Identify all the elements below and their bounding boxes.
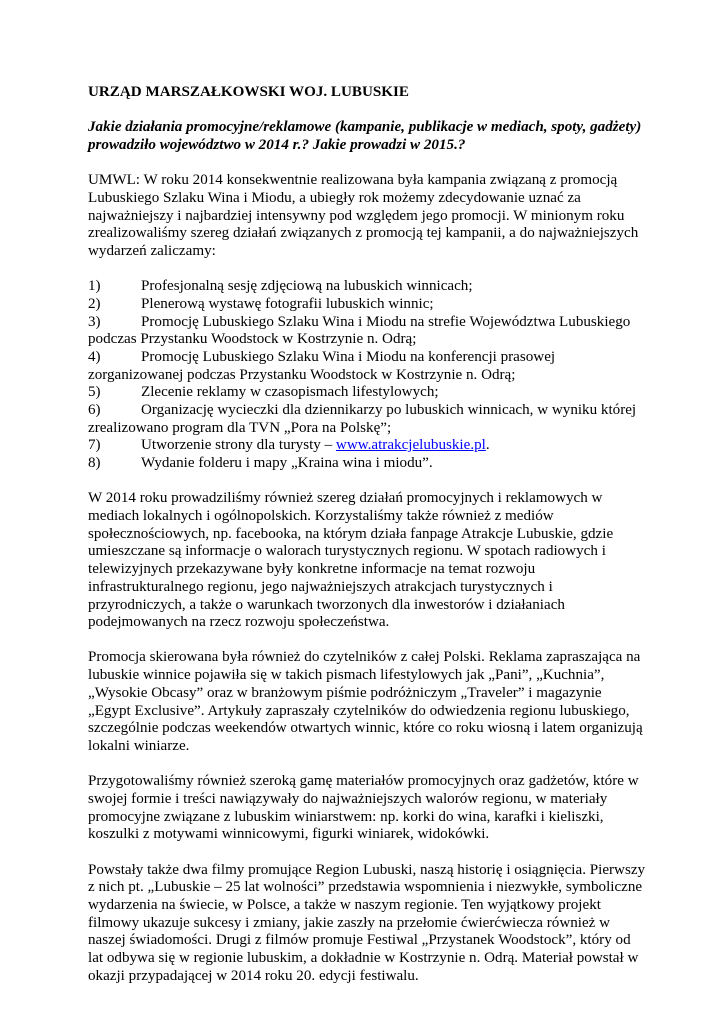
list-item-text: Promocję Lubuskiego Szlaku Wina i Miodu na konferencji prasowej zorganizowanej podczas Przystanku Woodstock w Kostrzynie n. Odrą; <box>88 348 556 383</box>
list-item <box>88 437 648 455</box>
list-item <box>88 455 648 473</box>
list-item <box>88 314 648 349</box>
website-link[interactable]: www.atrakcjelubuskie.pl <box>335 437 486 454</box>
interview-question: Jakie działania promocyjne/reklamowe (kampanie, publikacje w mediach, spoty, gadżety) prowadziło województwo w 2014 r.? Jakie prowadzi w 2015.? <box>88 119 642 153</box>
list-number: 1) <box>88 278 101 295</box>
list-number: 7) <box>88 437 101 454</box>
list-item <box>88 349 648 384</box>
list-item-text: Zlecenie reklamy w czasopismach lifestylowych; <box>141 384 439 401</box>
list-number: 4) <box>88 348 101 365</box>
list-item <box>88 384 648 402</box>
list-item-text: Promocję Lubuskiego Szlaku Wina i Miodu na strefie Województwa Lubuskiego podczas Przystanku Woodstock w Kostrzynie n. Odrą; <box>88 313 631 348</box>
list-item <box>88 296 648 314</box>
list-item-text: Utworzenie strony dla turysty – <box>141 437 336 454</box>
films-paragraph: Powstały także dwa filmy promujące Region Lubuski, naszą historię i osiągnięcia. Pierwszy z nich pt. „Lubuskie – 25 lat wolności” przedstawia wspomnienia i niezwykłe, symboliczne wydarzenia na świecie, w Polsce, a także w naszym regionie. Ten wyjątkowy projekt filmowy ukazuje sukcesy i zmiany, jakie zaszły na przełomie ćwierćwiecza również w naszej świadomości. Drugi z filmów promuje Festiwal „Przystanek Woodstock”, który od lat odbywa się w regionie lubuskim, a dokładnie w Kostrzynie n. Odrą. Materiał powstał w okazji przypadającej w 2014 roku 20. edycji festiwalu. <box>88 861 646 984</box>
list-item-text-end: . <box>485 437 490 454</box>
list-item <box>88 278 648 296</box>
list-item <box>88 402 648 437</box>
activities-list <box>88 278 648 473</box>
materials-paragraph: Przygotowaliśmy również szeroką gamę materiałów promocyjnych oraz gadżetów, które w swojej formie i treści nawiązywały do najważniejszych walorów regionu, w materiały promocyjne związane z lubuskim winiarstwem: np. korki do wina, karafki i kieliszki, koszulki z motywami winnicowymi, figurki winiarek, widokówki. <box>88 773 639 843</box>
intro-paragraph: UMWL: W roku 2014 konsekwentnie realizowana była kampania związaną z promocją Lubuskiego Szlaku Wina i Miodu, a ubiegły rok możemy zdecydowanie uznać za najważniejszy i najbardziej intensywny pod względem jego promocji. W minionym roku zrealizowaliśmy szereg działań związanych z promocją tej kampanii, a do najważniejszych wydarzeń zaliczamy: <box>88 172 639 259</box>
list-item-text: Plenerową wystawę fotografii lubuskich winnic; <box>141 295 434 312</box>
document-page <box>88 84 648 1003</box>
media-paragraph: W 2014 roku prowadziliśmy również szereg działań promocyjnych i reklamowych w mediach lokalnych i ogólnopolskich. Korzystaliśmy także również z mediów społecznościowych, np. facebooka, na którym działa fanpage Atrakcje Lubuskie, gdzie umieszczane są informacje o walorach turystycznych regionu. W spotach radiowych i telewizyjnych przekazywane były konkretne informacje na temat rozwoju infrastrukturalnego regionu, jego najważniejszych atrakcjach turystycznych i przyrodniczych, a także o warunkach tworzonych dla inwestorów i działaniach podejmowanych na rzecz rozwoju społeczeństwa. <box>88 490 614 631</box>
list-number: 5) <box>88 384 101 401</box>
document-heading: URZĄD MARSZAŁKOWSKI WOJ. LUBUSKIE <box>88 84 409 100</box>
list-item-text: Organizację wycieczki dla dziennikarzy po lubuskich winnicach, w wyniku której zrealizowano program dla TVN „Pora na Polskę”; <box>88 402 637 436</box>
list-item-text: Profesjonalną sesję zdjęciową na lubuskich winnicach; <box>141 278 473 295</box>
list-number: 3) <box>88 313 101 330</box>
list-number: 6) <box>88 402 101 419</box>
list-number: 2) <box>88 295 101 312</box>
list-number: 8) <box>88 455 101 472</box>
list-item-text: Wydanie folderu i mapy „Kraina wina i miodu”. <box>141 455 433 472</box>
press-paragraph: Promocja skierowana była również do czytelników z całej Polski. Reklama zapraszająca na lubuskie winnice pojawiła się w takich pismach lifestylowych jak „Pani”, „Kuchnia”, „Wysokie Obcasy” oraz w branżowym piśmie podróżniczym „Traveler” i magazynie „Egypt Exclusive”. Artykuły zapraszały czytelników do odwiedzenia regionu lubuskiego, szczególnie podczas weekendów otwartych winnic, które co roku wiosną i latem organizują lokalni winiarze. <box>88 649 643 754</box>
